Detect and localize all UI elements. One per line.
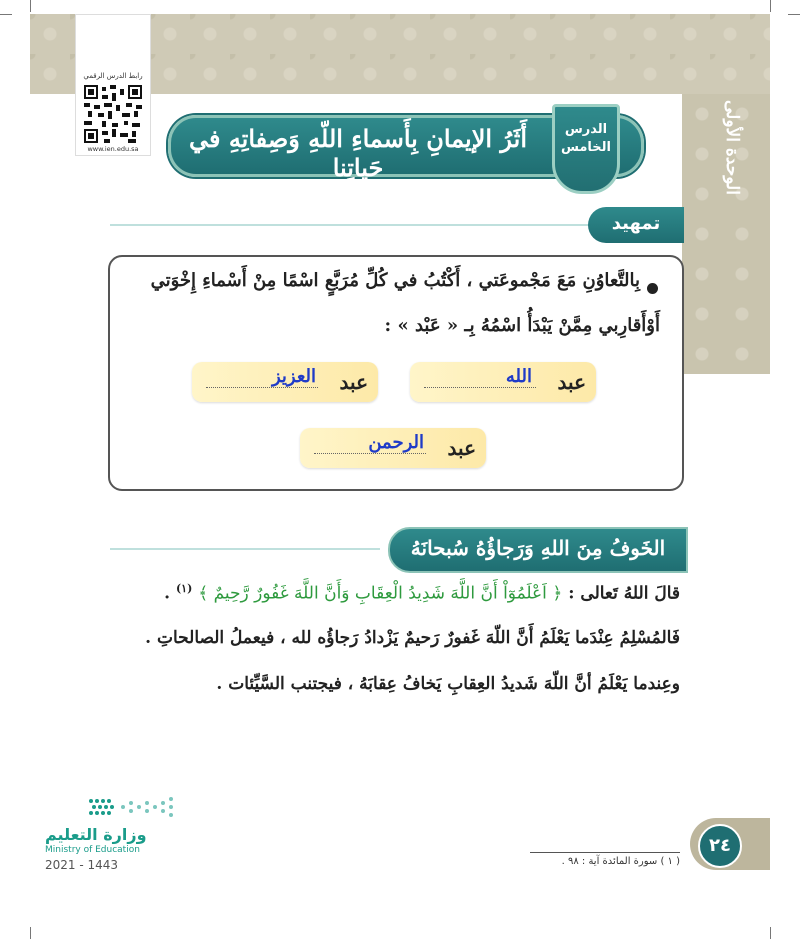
lesson-badge-line2: الخامس <box>560 140 611 155</box>
heading-rule <box>110 224 590 226</box>
crop-mark <box>30 927 31 939</box>
page-number: ٢٤ <box>698 824 742 868</box>
ministry-arabic: وزارة التعليم <box>45 825 147 844</box>
slot-dotted-line <box>314 453 426 454</box>
crop-mark <box>0 14 12 15</box>
slot-answer: الرحمن <box>368 432 424 453</box>
footnote-ref: (١) <box>175 582 193 595</box>
slot-prefix: عبد <box>557 370 586 394</box>
name-slot[interactable] <box>410 362 596 402</box>
name-slot[interactable] <box>192 362 378 402</box>
lesson-badge <box>552 104 620 194</box>
intro-heading: تمهيد <box>611 213 661 234</box>
heading-rule <box>110 548 380 550</box>
crop-mark <box>30 0 31 12</box>
verse-end: . <box>164 583 171 604</box>
bullet-icon <box>647 283 658 294</box>
lesson-title: أَثَرُ الإيمانِ بِأَسماءِ اللّهِ وَصِفاتِهِ في حَياتِنا <box>188 124 528 182</box>
slot-answer: الله <box>505 366 532 387</box>
qr-panel <box>75 14 151 156</box>
footnote-rule <box>530 852 680 853</box>
crop-mark <box>788 14 800 15</box>
page-number-tab <box>690 818 770 870</box>
intro-heading-tab <box>588 207 684 243</box>
qr-url[interactable]: www.ien.edu.sa <box>87 145 139 153</box>
slot-dotted-line <box>424 387 536 388</box>
ministry-year: 2021 - 1443 <box>45 858 119 872</box>
verse-line <box>110 582 680 604</box>
qr-code-icon[interactable] <box>84 85 142 143</box>
section-heading: الخَوفُ مِنَ اللهِ وَرَجاؤُهُ سُبحانَهُ <box>410 536 666 560</box>
qr-label: رابط الدرس الرقمي <box>83 72 143 80</box>
lesson-badge-line1: الدرس <box>564 122 608 137</box>
instruction-line-1: بِالتَّعاوُنِ مَعَ مَجْموعَتي ، أَكْتُبُ في كُلِّ مُرَبَّعٍ اسْمًا مِنْ أَسْماءِ إِخْوَتي <box>150 270 640 291</box>
slot-prefix: عبد <box>447 436 476 460</box>
section-heading-tab <box>388 527 688 573</box>
name-slot[interactable] <box>300 428 486 468</box>
ministry-english: Ministry of Education <box>45 845 140 855</box>
crop-mark <box>770 927 771 939</box>
verse-prefix: قالَ اللهُ تَعالى : <box>568 583 680 604</box>
instruction-line-2: أَوْأَقارِبي مِمَّنْ يَبْدَأُ اسْمُهُ بِـ « عَبْد » : <box>384 315 660 336</box>
footnote: ( ١ ) سورة المائدة آية : ٩٨ . <box>561 856 680 867</box>
unit-label: الوحدة الأولى <box>722 99 742 195</box>
body-line-2: فَالمُسْلِمُ عِنْدَما يَعْلَمُ أَنَّ اللّهَ غَفورٌ رَحيمٌ يَزْدادُ رَجاؤُه لله ، فيعملُ الصالحاتِ . <box>145 628 680 648</box>
crop-mark <box>770 0 771 12</box>
ministry-logo-icon <box>87 795 177 819</box>
quran-verse: ﴿ اَعْلَمُوٓاْ أَنَّ اللَّهَ شَدِيدُ الْعِقَابِ وَأَنَّ اللَّهَ غَفُورٌ رَّحِيمٌ ﴾ <box>198 583 563 604</box>
slot-answer: العزيز <box>271 366 316 387</box>
slot-dotted-line <box>206 387 318 388</box>
slot-prefix: عبد <box>339 370 368 394</box>
body-line-3: وعِندما يَعْلَمُ أنَّ اللّهَ شَديدُ العِقابِ يَخافُ عِقابَهُ ، فيجتنب السَّيِّئات . <box>216 674 680 694</box>
